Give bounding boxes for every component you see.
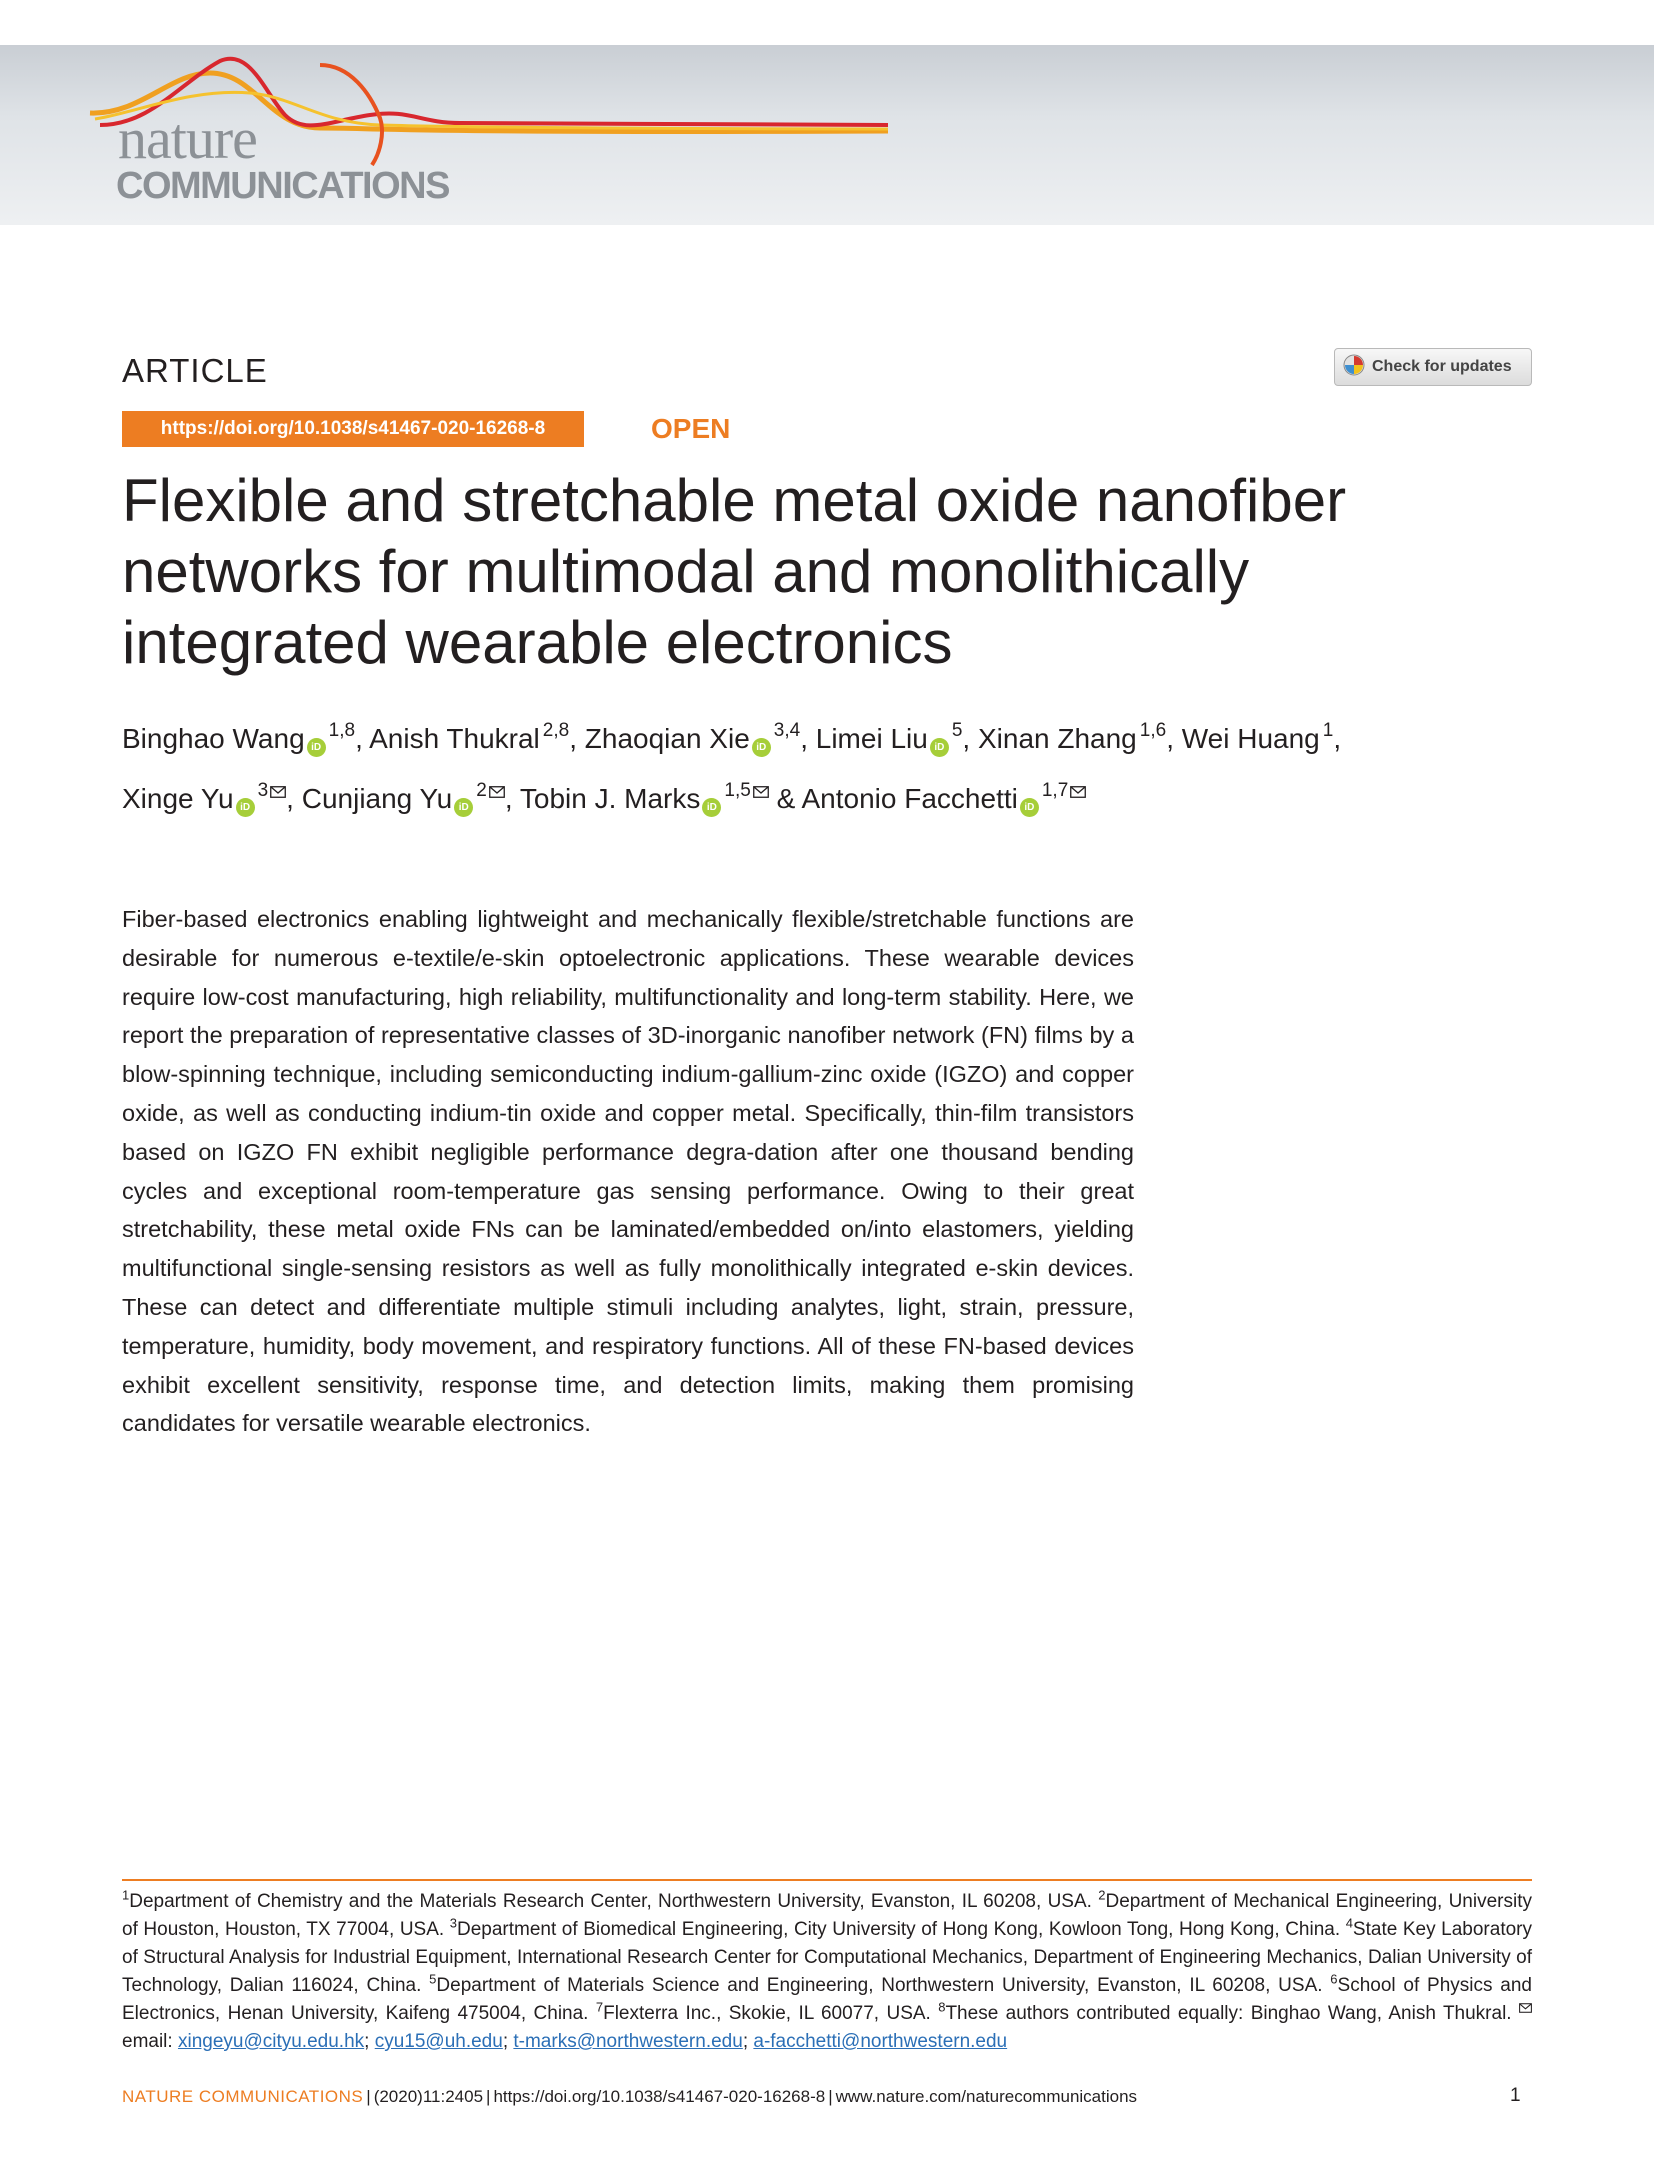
orcid-icon[interactable]: iD: [454, 798, 473, 817]
email-envelope-icon: [753, 764, 769, 814]
author-name[interactable]: Limei Liu: [815, 723, 928, 754]
email-separator: ;: [364, 2031, 375, 2052]
author-separator: &: [768, 783, 802, 814]
author-entry: [122, 780, 286, 814]
author-affiliation-marker: 3: [257, 780, 269, 801]
orcid-icon[interactable]: iD: [930, 738, 949, 757]
email-separator: ;: [502, 2031, 514, 2052]
footnote-divider: [122, 1879, 1532, 1881]
affiliation-text: State Key Laboratory of Structural Analysis for Industrial Equipment, International Research Center for Computational Mechanics, Department of Engineering Mechanics, Dalian University of Technology, Dalian 116024, China.: [122, 1919, 1532, 1996]
orcid-icon[interactable]: iD: [236, 798, 255, 817]
author-name[interactable]: Xinan Zhang: [977, 723, 1137, 754]
affiliation-text: Department of Materials Science and Engineering, Northwestern University, Evanston, IL 60208, USA.: [436, 1975, 1331, 1996]
author-entry: [801, 780, 1087, 814]
email-envelope-icon: [1519, 2003, 1532, 2024]
journal-logo-communications: COMMUNICATIONS: [116, 165, 449, 207]
journal-logo-nature: nature: [118, 106, 257, 171]
author-affiliation-marker: 2,8: [542, 720, 570, 741]
author-separator: ,: [1166, 723, 1182, 754]
email-separator: ;: [742, 2031, 754, 2052]
orcid-icon[interactable]: iD: [702, 798, 721, 817]
check-for-updates-label: Check for updates: [1372, 358, 1512, 375]
author-list: [122, 706, 1452, 824]
abstract: Fiber-based electronics enabling lightweight and mechanically flexible/stretchable functions are desirable for numerous e-textile/e-skin optoelectronic applications. These wearable devices require low-cost manufacturing, high reliability, multifunctionality and long-term stability. Here, we report the preparation of representative classes of 3D-inorganic nanofiber network (FN) films by a blow-spinning technique, including semiconducting indium-gallium-zinc oxide (IGZO) and copper oxide, as well as conducting indium-tin oxide and copper metal. Specifically, thin-film transistors based on IGZO FN exhibit negligible performance degra-dation after one thousand bending cycles and exceptional room-temperature gas sensing performance. Owing to their great stretchability, these metal oxide FNs can be laminated/embedded on/into elastomers, yielding multifunctional single-sensing resistors as well as fully monolithically integrated e-skin devices. These can detect and differentiate multiple stimuli including analytes, light, strain, pressure, temperature, humidity, body movement, and respiratory functions. All of these FN-based devices exhibit excellent sensitivity, response time, and detection limits, making them promising candidates for versatile wearable electronics.: [122, 906, 1134, 1437]
author-affiliation-marker: 5: [951, 720, 963, 741]
author-separator: ,: [355, 723, 370, 754]
author-separator: ,: [569, 723, 585, 754]
affiliation-number: 5: [429, 1971, 437, 1987]
email-label: email:: [122, 2031, 178, 2052]
author-name[interactable]: Anish Thukral: [369, 723, 540, 754]
affiliation-number: 1: [122, 1887, 130, 1903]
affiliation-text: These authors contributed equally: Binghao Wang, Anish Thukral.: [945, 2003, 1519, 2024]
affiliations-footnote: [122, 1888, 1532, 2056]
author-name[interactable]: Cunjiang Yu: [301, 783, 453, 814]
author-affiliation-marker: 1,5: [724, 780, 751, 801]
email-envelope-icon: [1070, 764, 1086, 814]
affiliation-number: 3: [449, 1915, 457, 1931]
affiliation-number: 2: [1098, 1887, 1106, 1903]
orcid-icon[interactable]: iD: [752, 738, 771, 757]
corresponding-email-link[interactable]: t-marks@northwestern.edu: [513, 2031, 743, 2052]
affiliation-text: Flexterra Inc., Skokie, IL 60077, USA.: [603, 2003, 939, 2024]
affiliation-text: Department of Chemistry and the Materials Research Center, Northwestern University, Evanston, IL 60208, USA.: [129, 1891, 1099, 1912]
affiliation-number: 8: [938, 1999, 946, 2015]
author-affiliation-marker: 1,7: [1041, 780, 1069, 801]
author-name[interactable]: Binghao Wang: [122, 723, 305, 754]
orcid-icon[interactable]: iD: [1020, 798, 1039, 817]
affiliation-number: 6: [1330, 1971, 1338, 1987]
affiliation-text: Department of Biomedical Engineering, City University of Hong Kong, Kowloon Tong, Hong Kong, China.: [456, 1919, 1346, 1940]
footer-doi-link[interactable]: https://doi.org/10.1038/s41467-020-16268-8: [493, 2087, 826, 2106]
affiliation-number: 7: [595, 1999, 604, 2015]
author-entry: [815, 720, 963, 754]
affiliation-text: Department of Mechanical Engineering, University of Houston, Houston, TX 77004, USA.: [122, 1891, 1532, 1940]
orcid-icon[interactable]: iD: [307, 738, 326, 757]
author-entry: [519, 780, 769, 814]
author-separator: ,: [1333, 723, 1342, 754]
author-name[interactable]: Wei Huang: [1181, 723, 1320, 754]
email-envelope-icon: [489, 764, 505, 814]
author-separator: ,: [800, 723, 816, 754]
footer-website-link[interactable]: www.nature.com/naturecommunications: [835, 2087, 1138, 2106]
author-entry: [301, 780, 505, 814]
author-entry: [369, 720, 570, 754]
author-name[interactable]: Antonio Facchetti: [801, 783, 1018, 814]
author-affiliation-marker: 1,6: [1139, 720, 1167, 741]
doi-link[interactable]: https://doi.org/10.1038/s41467-020-16268-8: [122, 411, 584, 447]
corresponding-email-link[interactable]: cyu15@uh.edu: [374, 2031, 503, 2052]
footer-separator: |: [486, 2087, 491, 2106]
author-affiliation-marker: 1: [1322, 720, 1334, 741]
check-for-updates-button[interactable]: [1334, 348, 1532, 386]
corresponding-email-link[interactable]: a-facchetti@northwestern.edu: [753, 2031, 1008, 2052]
author-entry: [584, 720, 801, 754]
email-envelope-icon: [270, 764, 286, 814]
author-entry: [1181, 720, 1334, 754]
crossmark-icon: [1343, 354, 1365, 381]
footer-citation: (2020)11:2405: [373, 2087, 484, 2106]
footer-separator: |: [366, 2087, 371, 2106]
author-separator: ,: [962, 723, 978, 754]
author-separator: ,: [504, 783, 520, 814]
journal-banner: [0, 45, 1654, 225]
article-title: Flexible and stretchable metal oxide nanofiber networks for multimodal and monolithically integrated wearable electronics: [122, 467, 1347, 676]
affiliation-text: School of Physics and Electronics, Henan University, Kaifeng 475004, China.: [122, 1975, 1532, 2024]
author-name[interactable]: Tobin J. Marks: [519, 783, 701, 814]
author-affiliation-marker: 1,8: [328, 720, 356, 741]
page-footer: [122, 2087, 1532, 2107]
author-entry: [122, 720, 356, 754]
corresponding-email-link[interactable]: xingeyu@cityu.edu.hk: [177, 2031, 365, 2052]
open-access-label: OPEN: [651, 413, 731, 444]
author-name[interactable]: Zhaoqian Xie: [584, 723, 750, 754]
author-entry: [977, 720, 1167, 754]
article-type-label: ARTICLE: [122, 352, 268, 389]
author-affiliation-marker: 3,4: [773, 720, 801, 741]
footer-journal-name: NATURE COMMUNICATIONS: [122, 2087, 364, 2106]
author-separator: ,: [286, 783, 302, 814]
footer-separator: |: [828, 2087, 833, 2106]
author-affiliation-marker: 2: [476, 780, 487, 801]
page-number: 1: [1510, 2085, 1521, 2106]
affiliation-number: 4: [1345, 1915, 1353, 1931]
author-name[interactable]: Xinge Yu: [122, 783, 234, 814]
